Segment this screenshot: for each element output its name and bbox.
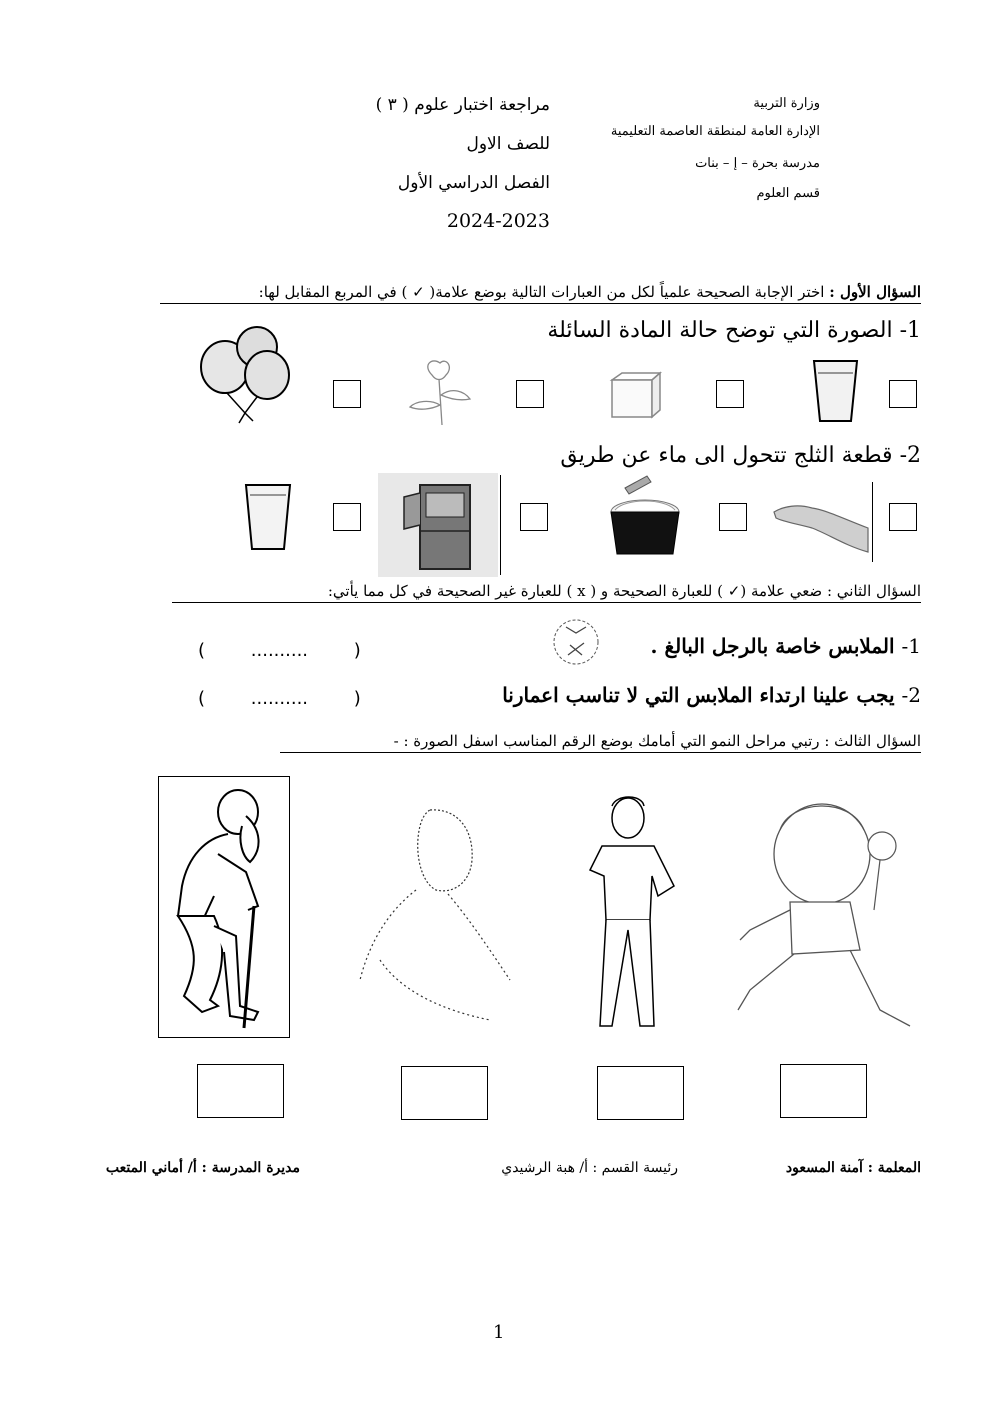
q2-answer-1[interactable]: ( .......... ) [198,640,361,661]
flower-icon [402,355,477,427]
ice-cube-icon [606,370,664,420]
q1-item-2 [560,443,921,468]
q1-instruction: اختر الإجابة الصحيحة علمياً لكل من العبارات التالية بوضع علامة( ✓ ) في المربع المقابل لها: [258,283,825,301]
shirt-drawing-icon [548,615,604,669]
q2-statement-1 [651,634,921,658]
q2-statement-2-text: يجب علينا ارتداء الملابس التي لا تناسب اعمارنا [502,683,895,707]
school-name: مدرسة بحرة – إ – بنات [695,156,820,171]
q1-item2-checkbox-2[interactable] [719,503,747,531]
hand-icon [772,494,870,556]
glass-of-water-icon [808,355,863,425]
column-divider [500,475,501,575]
department-head-name: رئيسة القسم : أ/ هبة الرشيدي [501,1160,678,1176]
q1-item1-checkbox-4[interactable] [333,380,361,408]
glass-of-water-icon [242,481,294,553]
q1-instruction-line [160,283,921,304]
q2-instruction-line [172,582,921,603]
q2-statement-1-suffix: . [650,634,658,658]
q2-statement-2-number: 2- [901,683,921,707]
balloons-icon [187,325,299,427]
cooling-box-icon [605,474,683,560]
q2-statement-1-text: الملابس خاصة بالرجل البالغ [664,634,895,658]
q1-item-2-number: 2- [899,443,921,468]
q1-item1-checkbox-1[interactable] [889,380,917,408]
q1-item-2-text: قطعة الثلج تتحول الى ماء عن طريق [560,443,893,468]
q1-heading: السؤال الأول : [829,283,921,301]
exam-title: مراجعة اختبار علوم ( ٣ ) [375,95,550,115]
q1-item-1-number: 1- [899,318,921,343]
stage-answer-box-3[interactable] [401,1066,488,1120]
stage-answer-box-4[interactable] [197,1064,284,1118]
refrigerator-icon [378,473,498,577]
child-icon [730,790,920,1040]
q1-item-1 [547,318,921,343]
q2-answer-2[interactable]: ( .......... ) [198,688,361,709]
q1-item2-checkbox-3[interactable] [520,503,548,531]
q1-item2-checkbox-1[interactable] [889,503,917,531]
q1-item-1-text: الصورة التي توضح حالة المادة السائلة [547,318,893,343]
stage-answer-box-2[interactable] [597,1066,684,1120]
column-divider [872,482,873,562]
old-man-icon [158,776,290,1038]
q1-item1-checkbox-2[interactable] [716,380,744,408]
q1-item1-checkbox-3[interactable] [516,380,544,408]
teacher-name: المعلمة : آمنة المسعود [785,1160,921,1176]
q2-instruction: ضعي علامة (✓ ) للعبارة الصحيحة و ( x ) للعبارة غير الصحيحة في كل مما يأتي: [327,582,823,600]
q2-heading: السؤال الثاني : [826,582,921,600]
page-number: 1 [493,1322,505,1343]
ministry-name: وزارة التربية [753,96,820,111]
young-man-icon [578,790,690,1040]
grade-label: للصف الاول [466,134,550,154]
department-name: قسم العلوم [756,186,820,201]
principal-name: مديرة المدرسة : أ/ أماني المتعب [105,1160,300,1176]
q2-statement-1-number: 1- [901,634,921,658]
q3-instruction-line [280,732,921,753]
bald-man-icon [340,790,520,1030]
stage-answer-box-1[interactable] [780,1064,867,1118]
directorate-name: الإدارة العامة لمنطقة العاصمة التعليمية [610,124,820,139]
school-year: 2024-2023 [446,210,550,232]
q2-statement-2 [502,683,921,707]
q3-heading: السؤال الثالث : [824,732,921,750]
q1-item2-checkbox-4[interactable] [333,503,361,531]
q3-instruction: رتبي مراحل النمو التي أمامك بوضع الرقم المناسب اسفل الصورة : - [393,732,820,750]
semester-label: الفصل الدراسي الأول [397,173,550,193]
